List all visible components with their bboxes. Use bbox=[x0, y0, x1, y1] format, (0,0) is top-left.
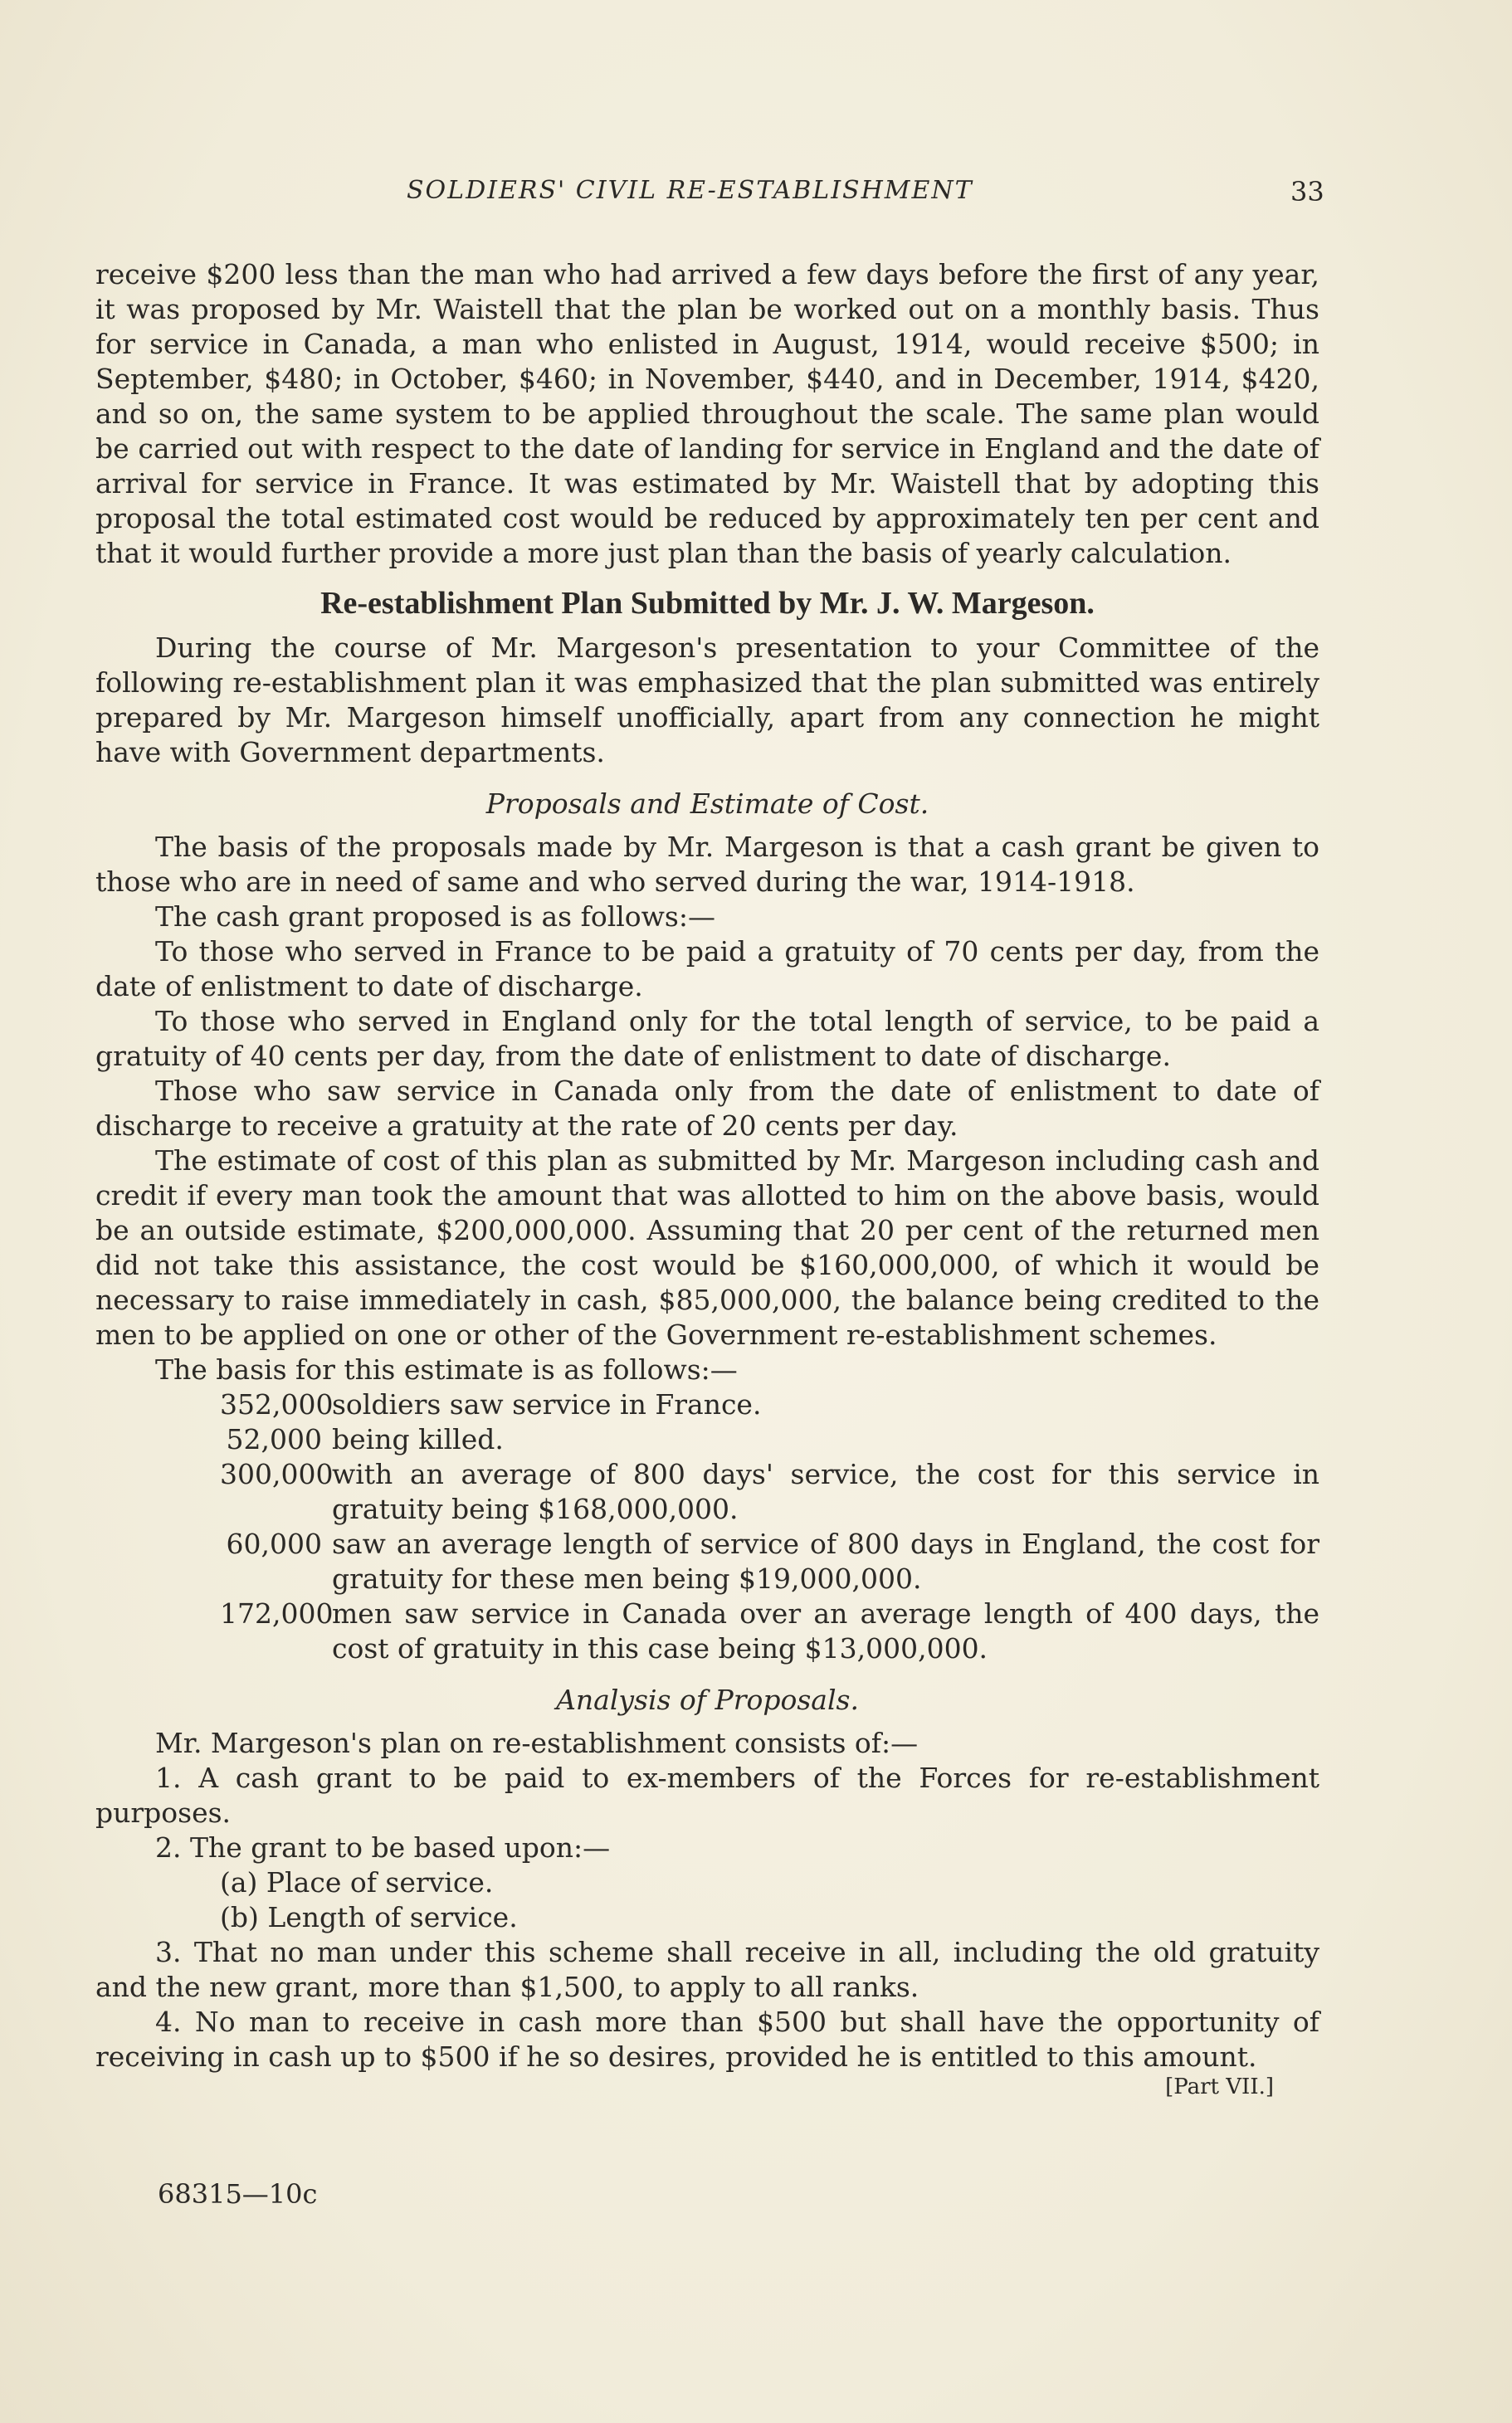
analysis-subitem: (a) Place of service. bbox=[220, 1866, 494, 1899]
basis-item bbox=[95, 1527, 1319, 1597]
basis-item-text: being killed. bbox=[332, 1423, 504, 1455]
basis-item-number: 352,000 bbox=[220, 1388, 334, 1421]
basis-item-number: 52,000 bbox=[226, 1423, 322, 1455]
analysis-item: 2. The grant to be based upon:— bbox=[155, 1831, 611, 1864]
proposals-heading: Proposals and Estimate of Cost. bbox=[485, 787, 929, 820]
basis-item-number: 172,000 bbox=[220, 1597, 334, 1630]
page-header bbox=[0, 176, 1512, 217]
proposal-paragraph: Those who saw service in Canada only from the date of enlistment to date of discharge to receive a gratuity at the rate of 20 cents per day. bbox=[95, 1075, 1319, 1142]
page-body bbox=[95, 257, 1319, 2101]
section-intro-paragraph: During the course of Mr. Margeson's presentation to your Committee of the following re-establishment plan it was emphasized that the plan submitted was entirely prepared by Mr. Margeson himself unofficially, apart from any connection he might have with Government departments. bbox=[95, 631, 1319, 768]
analysis-intro: Mr. Margeson's plan on re-establishment consists of:— bbox=[155, 1727, 919, 1759]
basis-item-text: men saw service in Canada over an average length of 400 days, the cost of gratuity in this case being $13,000,000. bbox=[332, 1597, 1319, 1665]
basis-item-number: 300,000 bbox=[220, 1458, 334, 1490]
basis-item-text: soldiers saw service in France. bbox=[332, 1388, 762, 1421]
basis-item-text: saw an average length of service of 800 days in England, the cost for gratuity for these men being $19,000,000. bbox=[332, 1528, 1319, 1595]
proposal-paragraph: The basis for this estimate is as follows:— bbox=[155, 1353, 738, 1386]
analysis-item: 1. A cash grant to be paid to ex-members of the Forces for re-establishment purposes. bbox=[95, 1762, 1319, 1829]
basis-item bbox=[95, 1457, 1319, 1527]
analysis-item: 3. That no man under this scheme shall receive in all, including the old gratuity and the new grant, more than $1,500, to apply to all ranks. bbox=[95, 1936, 1319, 2003]
proposal-paragraph: The estimate of cost of this plan as submitted by Mr. Margeson including cash and credit if every man took the amount that was allotted to him on the above basis, would be an outside estimate, $200,000,000. Assuming that 20 per cent of the returned men did not take this assistance, the cost would be $160,000,000, of which it would be necessary to raise immediately in cash, $85,000,000, the balance being credited to the men to be applied on one or other of the Government re-establishment schemes. bbox=[95, 1144, 1319, 1351]
analysis-heading: Analysis of Proposals. bbox=[556, 1684, 859, 1716]
printer-code: 68315—10c bbox=[158, 2178, 318, 2210]
basis-item bbox=[95, 1597, 1319, 1666]
basis-item bbox=[95, 1422, 1319, 1457]
basis-item-number: 60,000 bbox=[226, 1528, 322, 1560]
analysis-item: 4. No man to receive in cash more than $500 but shall have the opportunity of receiving in cash up to $500 if he so desires, provided he is entitled to this amount. bbox=[95, 2006, 1319, 2073]
analysis-subitem: (b) Length of service. bbox=[220, 1901, 518, 1933]
basis-item bbox=[95, 1387, 1319, 1422]
proposal-paragraph: The basis of the proposals made by Mr. Margeson is that a cash grant be given to those who are in need of same and who served during the war, 1914-1918. bbox=[95, 831, 1319, 898]
intro-paragraph: receive $200 less than the man who had arrived a few days before the first of any year, it was proposed by Mr. Waistell that the plan be worked out on a monthly basis. Thus for service in Canada, a man who enlisted in August, 1914, would receive $500; in September, $480; in October, $460; in November, $440, and in December, 1914, $420, and so on, the same system to be applied throughout the scale. The same plan would be carried out with respect to the date of landing for service in England and the date of arrival for service in France. It was estimated by Mr. Waistell that by adopting this proposal the total estimated cost would be reduced by approximately ten per cent and that it would further provide a more just plan than the basis of yearly calculation. bbox=[95, 258, 1319, 569]
proposal-paragraph: The cash grant proposed is as follows:— bbox=[155, 900, 715, 933]
proposal-paragraph: To those who served in England only for the total length of service, to be paid a gratuity of 40 cents per day, from the date of enlistment to date of discharge. bbox=[95, 1005, 1319, 1072]
basis-item-text: with an average of 800 days' service, the cost for this service in gratuity being $168,000,000. bbox=[332, 1458, 1319, 1525]
page-number: 33 bbox=[1290, 176, 1324, 207]
part-reference: [Part VII.] bbox=[1165, 2074, 1274, 2099]
running-head: SOLDIERS' CIVIL RE-ESTABLISHMENT bbox=[407, 176, 973, 205]
proposal-paragraph: To those who served in France to be paid a gratuity of 70 cents per day, from the date of enlistment to date of discharge. bbox=[95, 935, 1319, 1002]
section-heading: Re-establishment Plan Submitted by Mr. J. W. Margeson. bbox=[320, 586, 1095, 621]
